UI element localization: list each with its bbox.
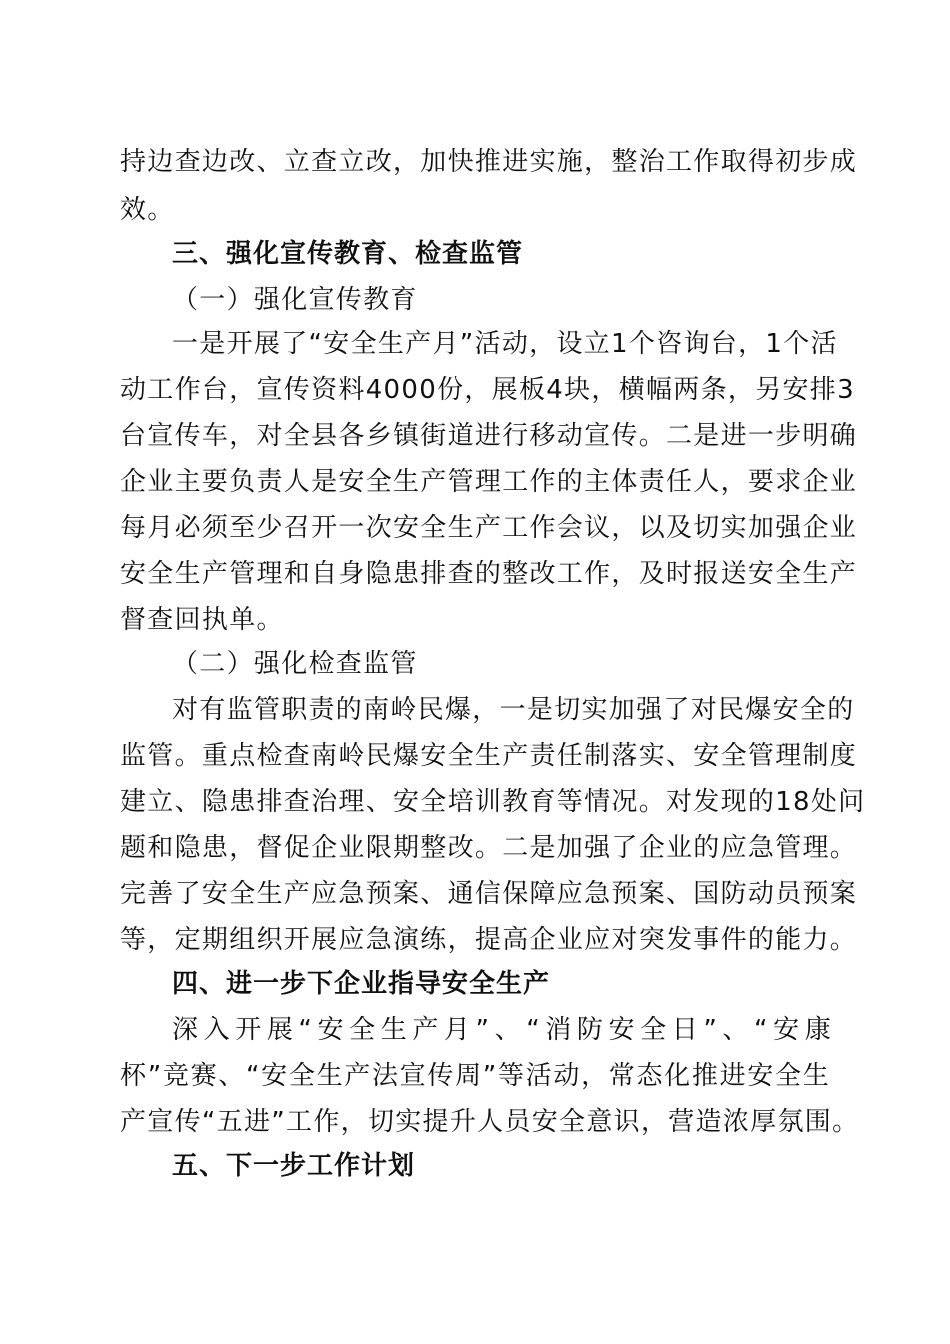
paragraph-line: 完善了安全生产应急预案、通信保障应急预案、国防动员预案 [120, 879, 858, 909]
paragraph-line: 企业主要负责人是安全生产管理工作的主体责任人，要求企业 [120, 467, 858, 497]
paragraph-line: 持边查边改、立查立改，加快推进实施，整治工作取得初步成 [120, 147, 858, 177]
subsection-heading-1: （一）强化宣传教育 [172, 285, 418, 315]
paragraph-line: 动工作台，宣传资料4000份，展板4块，横幅两条，另安排3 [120, 375, 855, 405]
paragraph-line: 建立、隐患排查治理、安全培训教育等情况。对发现的18处问 [120, 787, 866, 817]
section-heading-4: 四、进一步下企业指导安全生产 [172, 969, 551, 999]
paragraph-line: 杯”竞赛、“安全生产法宣传周”等活动，常态化推进安全生 [120, 1061, 830, 1091]
paragraph-line: 深入开展“安全生产月”、“消防安全日”、“安康 [172, 1015, 832, 1045]
paragraph-line: 每月必须至少召开一次安全生产工作会议，以及切实加强企业 [120, 513, 858, 543]
paragraph-line: 等，定期组织开展应急演练，提高企业应对突发事件的能力。 [120, 925, 858, 955]
paragraph-line: 监管。重点检查南岭民爆安全生产责任制落实、安全管理制度 [120, 741, 858, 771]
paragraph-line: 效。 [120, 195, 175, 225]
section-heading-5: 五、下一步工作计划 [172, 1151, 416, 1181]
paragraph-line: 题和隐患，督促企业限期整改。二是加强了企业的应急管理。 [120, 833, 858, 863]
paragraph-line: 台宣传车，对全县各乡镇街道进行移动宣传。二是进一步明确 [120, 421, 858, 451]
paragraph-line: 产宣传“五进”工作，切实提升人员安全意识，营造浓厚氛围。 [120, 1107, 860, 1137]
paragraph-line: 对有监管职责的南岭民爆，一是切实加强了对民爆安全的 [172, 695, 855, 725]
subsection-heading-2: （二）强化检查监管 [172, 649, 418, 679]
paragraph-line: 安全生产管理和自身隐患排查的整改工作，及时报送安全生产 [120, 559, 858, 589]
section-heading-3: 三、强化宣传教育、检查监管 [172, 239, 524, 269]
paragraph-line: 督查回执单。 [120, 605, 284, 635]
paragraph-line: 一是开展了“安全生产月”活动，设立1个咨询台，1个活 [172, 329, 838, 359]
